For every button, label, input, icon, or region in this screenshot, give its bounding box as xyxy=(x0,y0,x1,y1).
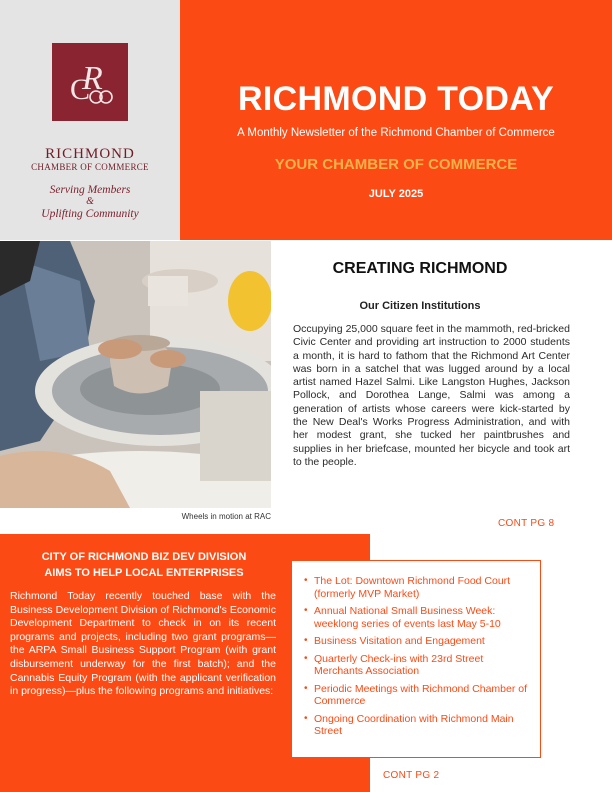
pottery-wheel-image xyxy=(0,241,271,508)
tagline-line-2: Uplifting Community xyxy=(41,208,139,220)
newsletter-title: RICHMOND TODAY xyxy=(238,80,554,118)
list-item: • Quarterly Check-ins with 23rd Street Merchants Association xyxy=(304,652,484,677)
bullet-icon: • xyxy=(304,682,308,694)
section-heading: YOUR CHAMBER OF COMMERCE xyxy=(274,156,518,173)
tagline-line-1: Serving Members xyxy=(49,184,131,196)
list-item: • Business Visitation and Engagement xyxy=(304,635,485,647)
bullet-icon: • xyxy=(304,635,308,646)
biz-dev-title xyxy=(10,549,278,581)
list-item: • The Lot: Downtown Richmond Food Court (formerly MVP Market) xyxy=(304,575,511,600)
masthead xyxy=(180,0,612,240)
feature-body: Occupying 25,000 square feet in the mammoth, red-bricked Civic Center and providing art instruction to 2000 students a month, it is hard to fathom that the Richmond Art Center was born in a satchel that was lugged around by a local artist named Hazel Salmi. Like Langston Hughes, Jackson Pollock, and Dorothea Lange, Salmi was among a generation of artists whose careers were kick-started by the New Deal's Works Progress Administration, and with her modest grant, she tucked her paintbrushes and supplies in her briefcase, mounted her bicycle and took art to the people. xyxy=(293,323,570,468)
list-item: • Annual National Small Business Week: weeklong series of events last May 5-10 xyxy=(304,605,501,630)
feature-subtitle: Our Citizen Institutions xyxy=(359,300,481,312)
org-name: RICHMOND xyxy=(45,146,135,162)
tagline-ampersand: & xyxy=(86,196,94,207)
list-item: • Ongoing Coordination with Richmond Main Street xyxy=(304,712,514,737)
org-subname: CHAMBER OF COMMERCE xyxy=(31,162,149,172)
bullet-icon: • xyxy=(304,605,308,616)
continued-link-page-2[interactable]: CONT PG 2 xyxy=(383,770,440,781)
list-item: • Periodic Meetings with Richmond Chamber of Commerce xyxy=(304,682,528,707)
initiatives-list xyxy=(304,575,530,738)
continued-link-page-8[interactable]: CONT PG 8 xyxy=(498,518,555,529)
bullet-icon: • xyxy=(304,652,308,664)
biz-dev-title-line-2: AIMS TO HELP LOCAL ENTERPRISES xyxy=(44,567,244,579)
photo-caption: Wheels in motion at RAC xyxy=(181,512,271,521)
biz-dev-title-line-1: CITY OF RICHMOND BIZ DEV DIVISION xyxy=(41,551,247,563)
bullet-icon: • xyxy=(304,712,308,724)
brand-panel xyxy=(0,0,180,240)
issue-date: JULY 2025 xyxy=(368,188,424,200)
newsletter-subtitle: A Monthly Newsletter of the Richmond Chamber of Commerce xyxy=(237,127,555,139)
svg-text:C: C xyxy=(70,73,91,106)
initiatives-box xyxy=(291,560,541,758)
biz-dev-body: Richmond Today recently touched base with the Business Development Division of Richmond's Economic Development Department to check in on its recent programs and projects, including two grant programs—the ARPA Small Business Support Program (with grant disbursement underway for the first batch); and the Cannabis Equity Program (with the applicant verification in progress)—plus the following programs and initiatives: xyxy=(10,590,276,698)
rc-monogram-icon xyxy=(52,43,128,121)
bullet-icon: • xyxy=(304,575,308,586)
feature-title: CREATING RICHMOND xyxy=(332,260,508,277)
chamber-logo xyxy=(52,43,128,121)
pottery-photo xyxy=(0,241,271,508)
svg-text:R: R xyxy=(82,60,103,97)
